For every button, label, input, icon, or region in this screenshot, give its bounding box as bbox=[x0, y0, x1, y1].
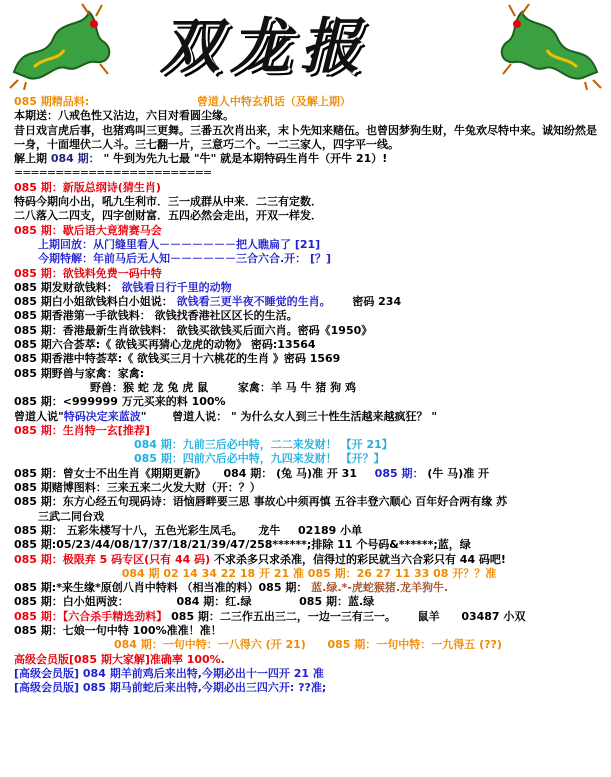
page-title: 双龙报 bbox=[160, 12, 370, 82]
text-span: 野兽：猴 蛇 龙 兔 虎 鼠 bbox=[90, 380, 209, 394]
text-line bbox=[14, 338, 604, 352]
text-span: 欲钱看日行千里的动物 bbox=[121, 280, 232, 294]
text-span: 今期特解：年前马后无人知－－－－－－三合六合.开： bbox=[38, 252, 307, 266]
dragon-right-icon bbox=[487, 2, 607, 90]
section-xiehouyu-header: 085 期：歇后语大竟猜赛马会 bbox=[14, 223, 162, 237]
text-span: 高级会员版 bbox=[14, 652, 69, 666]
text-span: 密码:13564 bbox=[250, 338, 316, 352]
text-line: 特码今期向小出，吼九生利市．三一成群从中来．二三有定数． bbox=[14, 195, 322, 209]
text-span: 欲钱买再猜心龙虎的动物》 bbox=[115, 338, 248, 352]
text-span: [21] bbox=[294, 237, 321, 251]
text-span: [高级会员版] bbox=[14, 681, 80, 695]
text-span: 欲钱买欲钱买后面六肖。密码《1950》 bbox=[176, 323, 373, 337]
section-label: 085 期精品料: bbox=[14, 95, 90, 108]
text-line bbox=[14, 467, 604, 481]
text-line bbox=[14, 152, 604, 166]
text-line bbox=[14, 324, 604, 338]
text-span: 085 期：生肖特一玄 bbox=[14, 423, 118, 437]
text-line bbox=[14, 452, 604, 466]
text-line: 085 期:05/23/44/08/17/37/18/21/39/47/258******;排除 11 个号码&******;蓝，绿 bbox=[14, 538, 471, 552]
text-span: 03487 小双 bbox=[461, 609, 526, 623]
text-line: 本期送：八戒色性又沾边，六目对看圆尘缘。 bbox=[14, 109, 234, 123]
text-span: 085 期六合荟萃:《 bbox=[14, 338, 112, 352]
text-span: 085 期：一句中特：一九得五 (??) bbox=[327, 638, 502, 652]
text-span: 084 期：红.绿 bbox=[176, 595, 252, 609]
text-line bbox=[14, 438, 604, 452]
text-line: 二八落入二四支，四字创财富．五四必然会走出，开双一样发． bbox=[14, 209, 322, 223]
text-span: 不求杀多只求杀准，信得过的彩民就当六合彩只有 44 码吧! bbox=[213, 552, 506, 566]
text-span: 085 期： bbox=[14, 523, 63, 537]
text-span: 085 期：极限弃 5 码专区(只有 44 码) bbox=[14, 552, 211, 566]
text-line: 085 期：东方心经五句现码诗：语恼唇畔要三思 事故心中须再慎 五谷丰登六顺心 百年好合两有缘 苏 bbox=[14, 495, 508, 509]
text-span: [？] bbox=[310, 252, 332, 266]
text-span: 084 期：九前三后必中特，二二来发财！ bbox=[134, 438, 337, 452]
text-span: 家禽：羊 马 牛 猪 狗 鸡 bbox=[237, 380, 356, 394]
divider: ======================== bbox=[14, 166, 212, 180]
text-line bbox=[14, 281, 604, 295]
text-line: 085 期野兽与家禽：家禽: bbox=[14, 366, 145, 380]
text-line bbox=[14, 681, 604, 695]
text-span: 曾道人说" bbox=[14, 409, 64, 423]
text-span: 084 期：一句中特：一八得六 (开 21) bbox=[114, 638, 306, 652]
text-span: 084 期羊前鸡后来出特,今期必出十一四开 21 准 bbox=[82, 666, 324, 680]
text-line bbox=[14, 524, 604, 538]
text-span: [推荐] bbox=[117, 423, 150, 437]
text-line: 085 期：<999999 万元买来的料 100% bbox=[14, 395, 226, 409]
text-line bbox=[14, 309, 604, 323]
dragon-left-icon bbox=[4, 2, 124, 90]
text-line bbox=[14, 610, 604, 624]
text-span: [高级会员版] bbox=[14, 666, 80, 680]
text-span: 085 期：曾女士不出生肖《期期更新》 bbox=[14, 466, 206, 480]
text-span: 085 期：白小姐两波： bbox=[14, 595, 129, 609]
text-span: 上期回放：从门缝里看人－－－－－－－把人瞧扁了 bbox=[38, 237, 291, 251]
text-line: 085 期：七娘一句中特 100%准准！准！ bbox=[14, 623, 222, 637]
text-span: 085 期：【六合杀手精选劲料】 bbox=[14, 609, 168, 623]
text-span: 【开 21】 bbox=[340, 438, 393, 452]
text-span: 》密码 1569 bbox=[272, 352, 341, 366]
text-span: " 为什么女人到三十性生活越来越疯狂？ " bbox=[231, 409, 438, 423]
text-span: 085 期：香港最新生肖欲钱料： bbox=[14, 323, 173, 337]
text-span: " 牛到为先九七最 "牛" 就是本期特码生肖牛（开牛 21）! bbox=[103, 152, 388, 166]
text-span: 特码决定来蓝波 bbox=[63, 409, 141, 423]
text-span: 密码 234 bbox=[352, 295, 402, 309]
section-shengxiao-header bbox=[14, 424, 604, 438]
text-span: 02189 小单 bbox=[298, 523, 363, 537]
text-line: 085 期赌博图料：三来五来二火发大财（开：？） bbox=[14, 481, 261, 495]
text-span: 【开？】 bbox=[340, 452, 385, 466]
text-span: 084 期： bbox=[50, 152, 100, 166]
text-span: (牛 马)准 开 bbox=[427, 466, 490, 480]
section-tagline: 曾道人中特玄机话（及解上期） bbox=[196, 95, 351, 108]
text-span: 084 期： bbox=[223, 466, 273, 480]
text-span: 085 期发财欲钱料： bbox=[14, 280, 118, 294]
text-line: 084 期 02 14 34 22 18 开 21 准 085 期：26 27 11 33 08 开？？准 bbox=[121, 566, 497, 580]
text-span: 085 期:*来生缘*原创八肖中特料 （相当准的料）085 期： bbox=[14, 581, 308, 595]
section-zonggang-header: 085 期：新版总纲诗(猜生肖) bbox=[14, 180, 161, 194]
section-jingpin-header bbox=[14, 95, 604, 109]
text-span: 鼠羊 bbox=[417, 609, 440, 623]
text-line bbox=[14, 295, 604, 309]
text-line bbox=[14, 238, 604, 252]
text-span: 欲钱找香港社区区长的生活。 bbox=[154, 309, 298, 323]
text-span: 曾道人说： bbox=[172, 409, 228, 423]
text-span: " bbox=[140, 409, 147, 423]
text-line bbox=[14, 667, 604, 681]
text-line bbox=[14, 595, 604, 609]
text-line bbox=[14, 252, 604, 266]
text-line bbox=[14, 553, 604, 567]
text-span: 085 期香港第一手欲钱料： bbox=[14, 309, 151, 323]
text-span: 解上期 bbox=[14, 152, 47, 166]
text-line bbox=[14, 638, 604, 652]
text-span: (兔 马)准 开 31 bbox=[276, 466, 357, 480]
text-span: 085 期香港中特荟萃:《 bbox=[14, 352, 134, 366]
text-paragraph: 昔日戏言虎后事，也猪鸡叫三更舞。三番五次肖出来，末卜先知来赌伍。也曾因梦狗生财，牛兔欢尽特中来。诚知纷然是一身，十面埋伏二人斗。三七翻一片，三意巧二个。一二三家人，四字平一线。 bbox=[14, 123, 597, 151]
text-span: 085 期马前蛇后来出特,今期必出三四六开: ??准; bbox=[82, 681, 327, 695]
content bbox=[14, 95, 604, 695]
text-span: 龙牛 bbox=[258, 523, 281, 537]
text-span: 准确率 100%. bbox=[149, 652, 225, 666]
text-line bbox=[14, 410, 604, 424]
text-span: 蓝.绿.*-虎蛇猴猪.龙羊狗牛. bbox=[311, 581, 449, 595]
text-span: 085 期：蓝.绿 bbox=[299, 595, 375, 609]
text-span: 085 期： bbox=[374, 466, 424, 480]
text-span: 欲钱看三更半夜不睡觉的生肖。 bbox=[176, 295, 331, 309]
section-vip-header bbox=[14, 653, 604, 667]
text-span: 085 期：二三作五出三二，一边一三有三一。 bbox=[171, 609, 396, 623]
section-yuqian-header: 085 期：欲钱料免费一码中特 bbox=[14, 266, 162, 280]
text-line bbox=[14, 352, 604, 366]
text-span: 五彩朱楼写十八，五色光彩生凤毛。 bbox=[66, 523, 243, 537]
text-span: 欲钱买三月十六桃花的生肖 bbox=[137, 352, 270, 366]
text-line bbox=[14, 381, 604, 395]
text-line: 三武二同台戏 bbox=[38, 509, 104, 523]
header-banner bbox=[0, 0, 611, 96]
text-line bbox=[14, 581, 604, 595]
text-span: 085 期白小姐欲钱料白小姐说： bbox=[14, 295, 173, 309]
text-span: 085 期：四前六后必中特，九四来发财！ bbox=[134, 452, 337, 466]
text-span: [085 期大家解] bbox=[69, 652, 150, 666]
